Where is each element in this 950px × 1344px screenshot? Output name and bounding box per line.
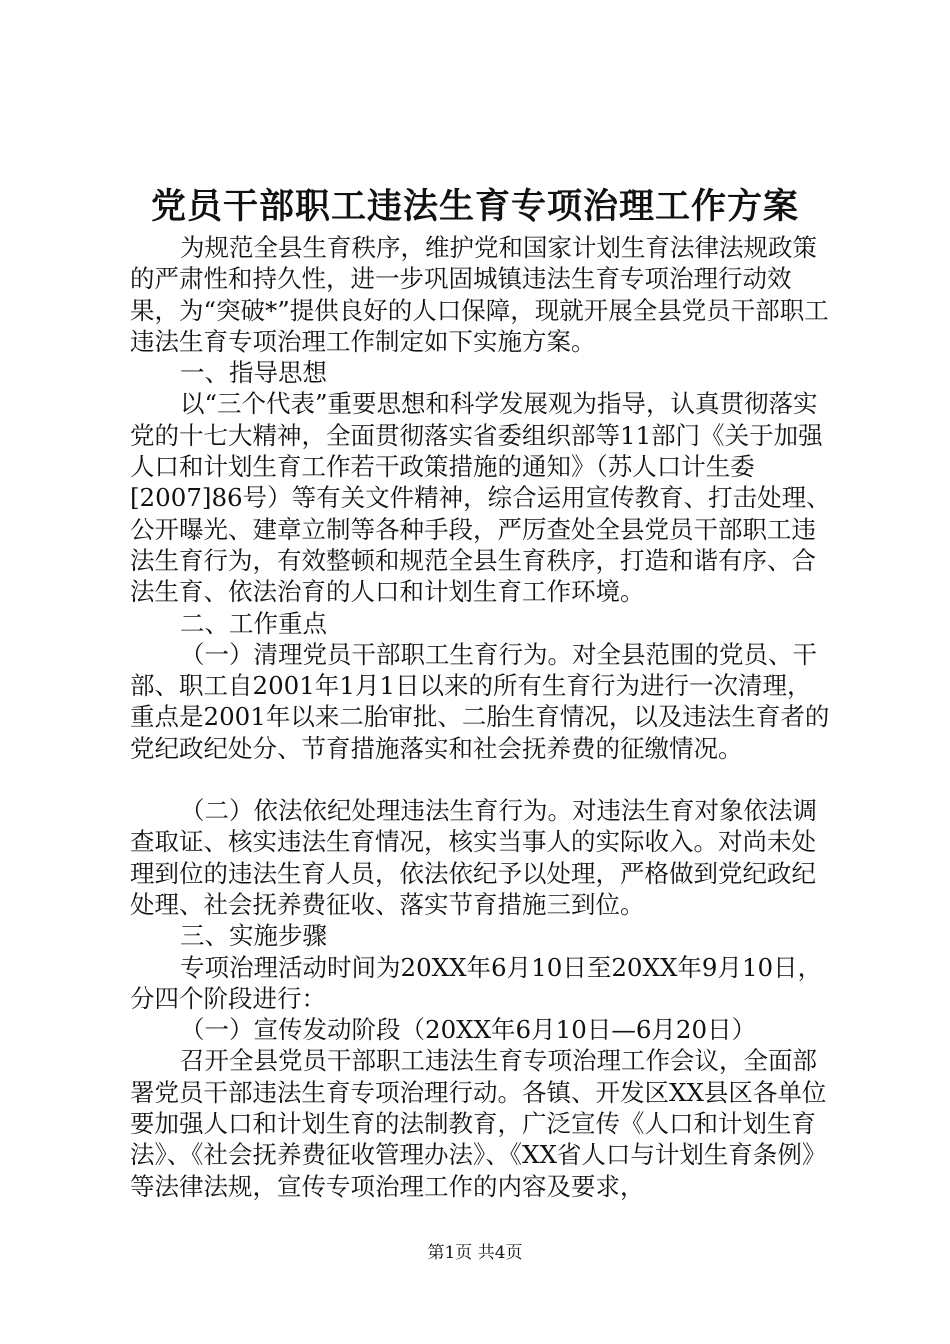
section-heading-implementation-steps: 三、实施步骤 <box>180 921 327 951</box>
intro-paragraph: 为规范全县生育秩序，维护党和国家计划生育法律法规政策的严肃性和持久性，进一步巩固城镇违法生育专项治理行动效果，为“突破*”提供良好的人口保障，现就开展全县党员干部职工违法生育专项治理工作制定如下实施方案。 <box>130 233 829 356</box>
phase-1-heading: （一）宣传发动阶段（20XX年6月10日—6月20日） <box>180 1015 757 1045</box>
work-focus-item-1: （一）清理党员干部职工生育行为。对全县范围的党员、干部、职工自2001年1月1日以来的所有生育行为进行一次清理，重点是2001年以来二胎审批、二胎生育情况，以及违法生育者的党纪政纪处分、节育措施落实和社会抚养费的征缴情况。 <box>130 639 830 763</box>
phase-1-paragraph: 召开全县党员干部职工违法生育专项治理工作会议，全面部署党员干部违法生育专项治理行动。各镇、开发区XX县区各单位要加强人口和计划生育的法制教育，广泛宣传《人口和计划生育法》、《社会抚养费征收管理办法》、《XX省人口与计划生育条例》等法律法规，宣传专项治理工作的内容及要求， <box>130 1046 827 1201</box>
section-heading-work-focus: 二、工作重点 <box>180 608 327 638</box>
section-heading-guiding-ideology: 一、指导思想 <box>180 358 327 388</box>
page-footer: 第1页 共4页 <box>427 1243 523 1263</box>
work-focus-item-2: （二）依法依纪处理违法生育行为。对违法生育对象依法调查取证、核实违法生育情况，核实当事人的实际收入。对尚未处理到位的违法生育人员，依法依纪予以处理，严格做到党纪政纪处理、社会抚养费征收、落实节育措施三到位。 <box>130 796 817 919</box>
paragraph-spacer <box>130 764 832 795</box>
guiding-ideology-paragraph: 以“三个代表”重要思想和科学发展观为指导，认真贯彻落实党的十七大精神，全面贯彻落实省委组织部等11部门《关于加强人口和计划生育工作若干政策措施的通知》（苏人口计生委[2007]86号）等有关文件精神，综合运用宣传教育、打击处理、公开曝光、建章立制等各种手段，严厉查处全县党员干部职工违法生育行为，有效整顿和规范全县生育秩序，打造和谐有序、合法生育、依法治育的人口和计划生育工作环境。 <box>130 389 831 607</box>
implementation-timeframe-paragraph: 专项治理活动时间为20XX年6月10日至20XX年9月10日，分四个阶段进行： <box>130 952 823 1013</box>
page-title: 党员干部职工违法生育专项治理工作方案 <box>150 187 799 227</box>
document-body <box>130 232 832 1202</box>
